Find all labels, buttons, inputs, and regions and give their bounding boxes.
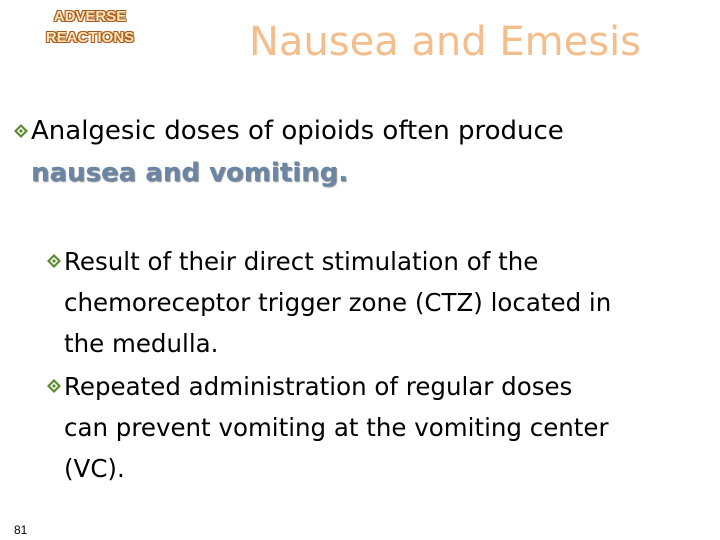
page-number: 81 <box>14 523 28 537</box>
sub-bullet-line: Repeated administration of regular doses <box>64 372 573 401</box>
diamond-bullet-icon <box>47 379 61 393</box>
section-tag-line2: REACTIONS <box>45 29 135 46</box>
sub-bullet-line: Result of their direct stimulation of the <box>64 247 539 276</box>
sub-bullet-line: the medulla. <box>64 329 219 358</box>
sub-bullet-line: chemoreceptor trigger zone (CTZ) located in <box>64 288 612 317</box>
main-bullet <box>14 110 714 194</box>
diamond-bullet-icon <box>14 124 28 138</box>
sub-bullet-line: can prevent vomiting at the vomiting center <box>64 413 609 442</box>
main-bullet-highlight: nausea and vomiting. <box>31 158 349 188</box>
sub-bullet <box>47 366 712 489</box>
section-tag <box>20 6 160 48</box>
main-bullet-text: Analgesic doses of opioids often produce <box>31 116 564 146</box>
section-tag-line1: ADVERSE <box>53 8 127 25</box>
sub-bullet-line: (VC). <box>64 454 125 483</box>
sub-bullet <box>47 241 712 364</box>
diamond-bullet-icon <box>47 254 61 268</box>
slide-title: Nausea and Emesis <box>248 19 642 65</box>
